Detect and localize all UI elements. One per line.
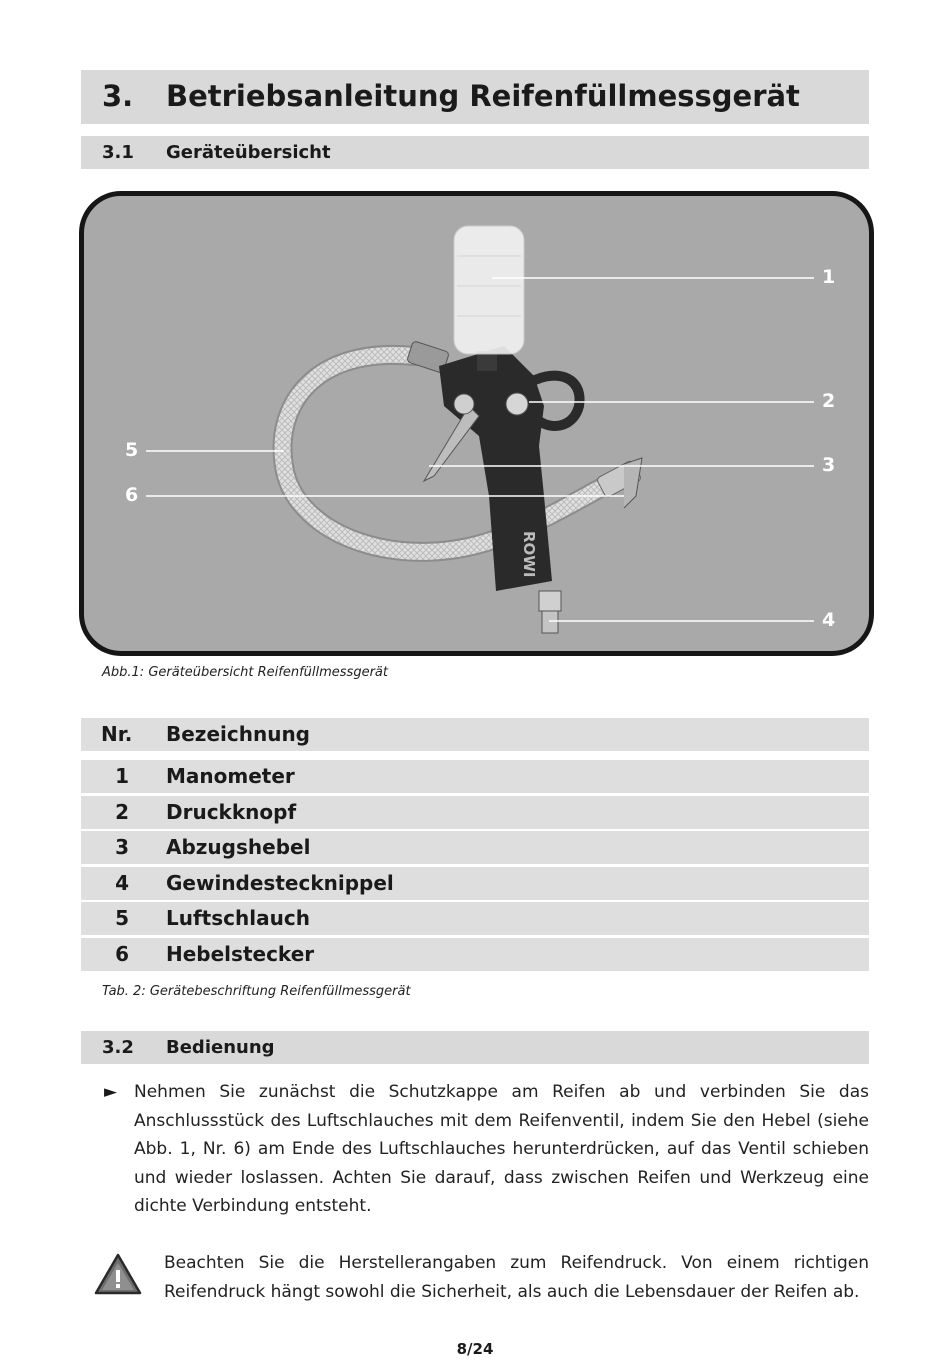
row-name: Hebelstecker	[166, 942, 315, 966]
row-name: Abzugshebel	[166, 835, 311, 859]
gauge-shape	[454, 226, 524, 354]
subsection-heading-overview	[81, 136, 869, 169]
table-header-nr: Nr.	[101, 722, 133, 746]
push-button-shape	[506, 393, 528, 415]
section-number: 3.	[102, 79, 134, 113]
tire-inflator-illustration	[84, 196, 869, 651]
table-row	[81, 760, 869, 793]
instruction-paragraph: Nehmen Sie zunächst die Schutzkappe am Reifen ab und verbinden Sie das Anschlussstück des Luftschlauches mit dem Reifenventil, indem Sie den Hebel (siehe Abb. 1, Nr. 6) am Ende des Luftschlauches herunterdrücken, auf das Ventil schieben und wieder loslassen. Achten Sie darauf, dass zwischen Reifen und Werkzeug eine dichte Verbindung entsteht.	[134, 1082, 869, 1216]
row-number: 5	[115, 906, 129, 930]
table-row	[81, 867, 869, 900]
figure-caption: Abb.1: Geräteübersicht Reifenfüllmessgerät	[102, 665, 388, 680]
bullet-arrow-icon: ►	[104, 1082, 118, 1102]
section-title: Betriebsanleitung Reifenfüllmessgerät	[166, 79, 800, 113]
row-number: 6	[115, 942, 129, 966]
callout-4: 4	[822, 609, 836, 631]
row-name: Manometer	[166, 764, 295, 788]
table-row	[81, 831, 869, 864]
callout-6: 6	[125, 484, 139, 506]
table-header	[81, 718, 869, 751]
section-heading	[81, 70, 869, 124]
device-overview-figure	[79, 191, 874, 656]
page-number: 8/24	[456, 1340, 494, 1358]
warning-triangle-icon	[94, 1252, 142, 1300]
row-number: 1	[115, 764, 129, 788]
row-number: 2	[115, 800, 129, 824]
warning-text: Beachten Sie die Herstellerangaben zum Reifendruck. Von einem richtigen Reifendruck hängt sowohl die Sicherheit, als auch die Lebensdauer der Reifen ab.	[164, 1253, 869, 1302]
callout-2: 2	[822, 390, 836, 412]
callout-5: 5	[125, 439, 139, 461]
table-caption: Tab. 2: Gerätebeschriftung Reifenfüllmessgerät	[102, 984, 411, 999]
row-number: 4	[115, 871, 129, 895]
threaded-nipple-shape	[539, 591, 561, 633]
brand-label: ROWI	[520, 531, 538, 578]
row-number: 3	[115, 835, 129, 859]
table-row	[81, 902, 869, 935]
row-name: Druckknopf	[166, 800, 297, 824]
subsection-title: Bedienung	[166, 1037, 275, 1058]
trigger-lever-shape	[424, 406, 479, 481]
subsection-number: 3.1	[102, 142, 134, 163]
row-name: Gewindestecknippel	[166, 871, 394, 895]
callout-3: 3	[822, 454, 836, 476]
subsection-title: Geräteübersicht	[166, 142, 331, 163]
table-header-name: Bezeichnung	[166, 722, 310, 746]
row-name: Luftschlauch	[166, 906, 310, 930]
table-row	[81, 796, 869, 829]
subsection-heading-operation	[81, 1031, 869, 1064]
callout-1: 1	[822, 266, 836, 288]
table-row	[81, 938, 869, 971]
subsection-number: 3.2	[102, 1037, 134, 1058]
